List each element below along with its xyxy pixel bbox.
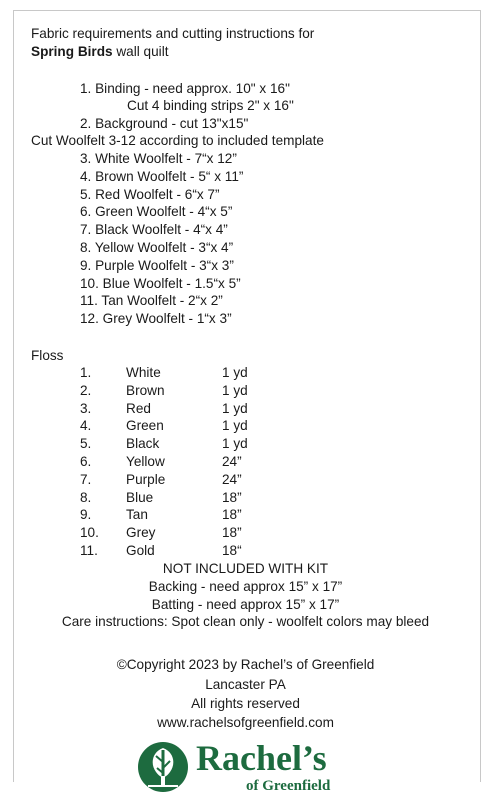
- floss-number: 8.: [80, 489, 92, 505]
- floss-color: Black: [126, 436, 160, 452]
- woolfelt-item: 6. Green Woolfelt - 4“x 5”: [80, 204, 233, 220]
- woolfelt-item: 11. Tan Woolfelt - 2“x 2”: [80, 293, 223, 309]
- not-included-heading: NOT INCLUDED WITH KIT: [162, 561, 329, 576]
- binding-item: 1. Binding - need approx. 10" x 16": [80, 81, 290, 96]
- floss-amount: 24”: [222, 471, 242, 487]
- floss-row: [0, 542, 491, 560]
- floss-color: Grey: [126, 525, 156, 541]
- background-item: 2. Background - cut 13"x15": [80, 116, 249, 131]
- floss-number: 6.: [80, 454, 92, 469]
- floss-row: [0, 364, 491, 382]
- floss-row: [0, 400, 491, 418]
- floss-number: 1.: [80, 365, 92, 380]
- floss-amount: 1 yd: [222, 365, 248, 380]
- floss-row: [0, 382, 491, 400]
- care-instructions: Care instructions: Spot clean only - woolfelt colors may bleed: [61, 614, 430, 629]
- floss-amount: 18”: [222, 489, 242, 505]
- woolfelt-item: 8. Yellow Woolfelt - 3“x 4”: [80, 240, 234, 255]
- floss-number: 10.: [80, 525, 99, 541]
- website-link[interactable]: www.rachelsofgreenfield.com: [157, 715, 334, 730]
- floss-color: Blue: [126, 489, 154, 505]
- logo-wordmark: Rachel’s: [196, 738, 327, 778]
- template-note: Cut Woolfelt 3-12 according to included template: [31, 133, 324, 148]
- floss-heading: Floss: [31, 348, 64, 363]
- floss-amount: 24”: [222, 454, 242, 469]
- pattern-name: Spring Birds: [31, 44, 113, 59]
- floss-row: [0, 524, 491, 542]
- backing-line: Backing - need approx 15” x 17”: [148, 579, 343, 594]
- pattern-suffix: wall quilt: [112, 44, 169, 59]
- copyright-line: ©Copyright 2023 by Rachel’s of Greenfield: [116, 657, 375, 672]
- logo-subtitle: of Greenfield: [246, 778, 331, 794]
- floss-row: [0, 471, 491, 489]
- rachels-logo: [138, 740, 348, 796]
- floss-amount: 1 yd: [222, 382, 248, 398]
- rights-line: All rights reserved: [191, 696, 300, 711]
- floss-number: 11.: [80, 543, 98, 558]
- floss-row: [0, 506, 491, 524]
- floss-color: Red: [126, 400, 151, 416]
- floss-row: [0, 453, 491, 471]
- floss-color: White: [126, 365, 161, 380]
- floss-number: 3.: [80, 400, 92, 416]
- woolfelt-item: 4. Brown Woolfelt - 5“ x 11”: [80, 168, 244, 184]
- floss-row: [0, 489, 491, 507]
- floss-number: 7.: [80, 471, 92, 487]
- floss-color: Gold: [126, 543, 155, 558]
- header-line-1: Fabric requirements and cutting instructions for: [31, 26, 315, 41]
- tree-circle-icon: [138, 742, 188, 792]
- floss-amount: 1 yd: [222, 418, 248, 434]
- binding-subitem: Cut 4 binding strips 2" x 16": [127, 98, 294, 113]
- floss-amount: 1 yd: [222, 436, 248, 452]
- woolfelt-item: 12. Grey Woolfelt - 1“x 3”: [80, 311, 232, 327]
- floss-color: Purple: [126, 471, 166, 487]
- floss-row: [0, 417, 491, 435]
- woolfelt-item: 10. Blue Woolfelt - 1.5“x 5”: [80, 275, 241, 291]
- floss-number: 5.: [80, 436, 92, 452]
- floss-amount: 18”: [222, 525, 242, 541]
- woolfelt-item: 3. White Woolfelt - 7“x 12”: [80, 151, 237, 166]
- floss-color: Green: [126, 418, 164, 434]
- location-line: Lancaster PA: [205, 677, 286, 692]
- woolfelt-item: 9. Purple Woolfelt - 3“x 3”: [80, 257, 234, 273]
- woolfelt-item: 5. Red Woolfelt - 6“x 7”: [80, 186, 220, 202]
- floss-color: Brown: [126, 382, 165, 398]
- floss-row: [0, 435, 491, 453]
- floss-amount: 18”: [222, 507, 242, 523]
- header-line-2: [31, 43, 169, 61]
- floss-color: Tan: [126, 507, 148, 523]
- floss-color: Yellow: [126, 454, 165, 469]
- batting-line: Batting - need approx 15” x 17”: [151, 597, 340, 612]
- floss-amount: 18“: [222, 543, 242, 558]
- floss-amount: 1 yd: [222, 400, 248, 416]
- floss-number: 2.: [80, 382, 92, 398]
- floss-number: 4.: [80, 418, 92, 434]
- floss-number: 9.: [80, 507, 92, 523]
- woolfelt-item: 7. Black Woolfelt - 4“x 4”: [80, 222, 228, 238]
